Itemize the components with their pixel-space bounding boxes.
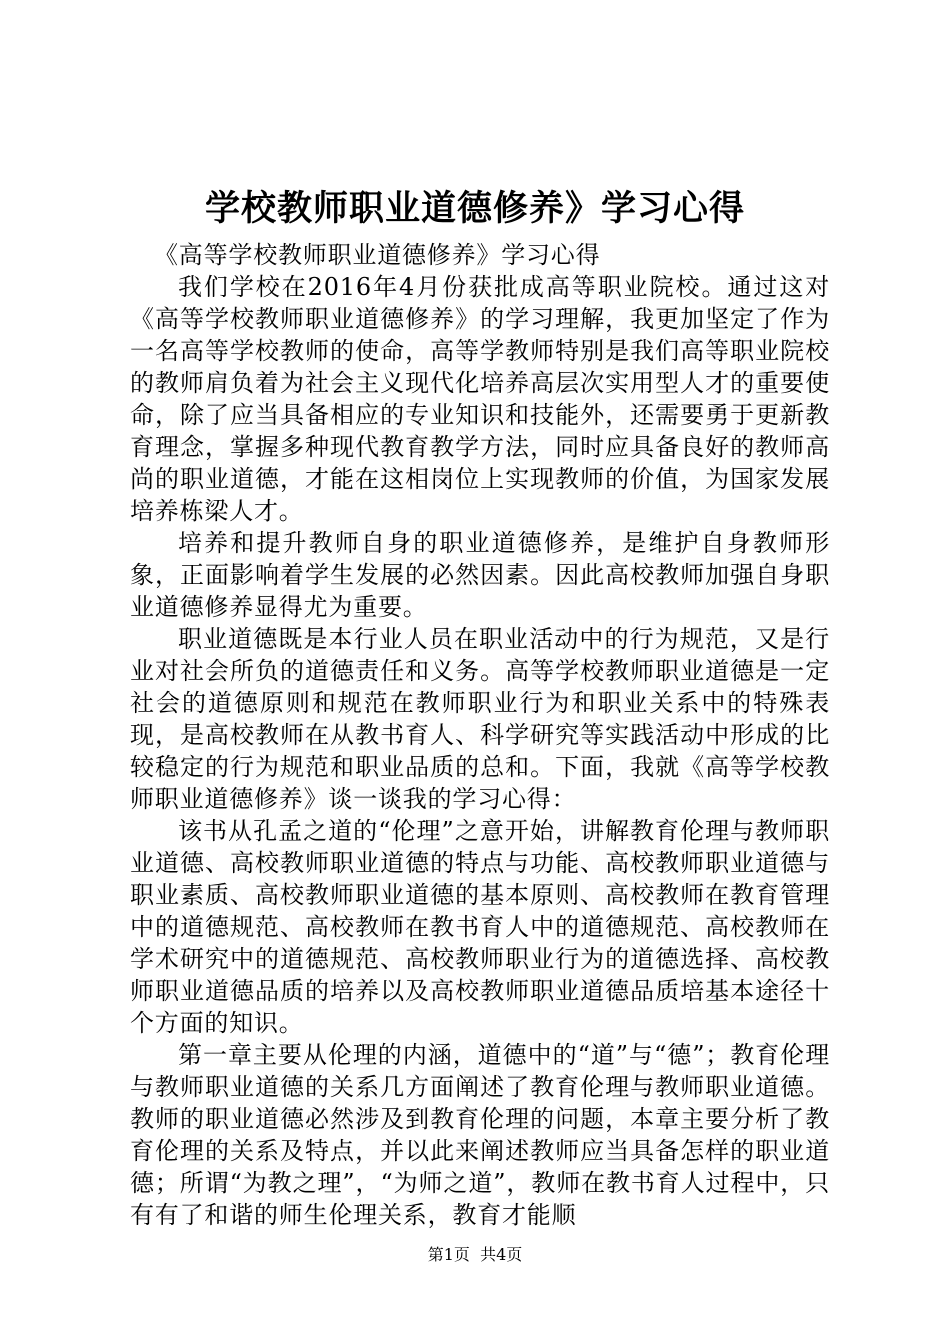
page-total: 共4页 (480, 1245, 523, 1264)
paragraph: 培养和提升教师自身的职业道德修养，是维护自身教师形象，正面影响着学生发展的必然因素。因此高校教师加强自身职业道德修养显得尤为重要。 (130, 529, 830, 621)
document-title: 学校教师职业道德修养》学习心得 (204, 189, 745, 229)
paragraph: 第一章主要从伦理的内涵，道德中的“道”与“德”；教育伦理与教师职业道德的关系几方面阐述了教育伦理与教师职业道德。教师的职业道德必然涉及到教育伦理的问题，本章主要分析了教育伦理的关系及特点，并以此来阐述教师应当具备怎样的职业道德；所谓“为教之理”，“为师之道”，教师在教书育人过程中，只有有了和谐的师生伦理关系，教育才能顺 (130, 1041, 830, 1229)
paragraph: 职业道德既是本行业人员在职业活动中的行为规范，又是行业对社会所负的道德责任和义务。高等学校教师职业道德是一定社会的道德原则和规范在教师职业行为和职业关系中的特殊表现，是高校教师在从教书育人、科学研究等实践活动中形成的比较稳定的行为规范和职业品质的总和。下面，我就《高等学校教师职业道德修养》谈一谈我的学习心得： (130, 625, 830, 813)
document-body (130, 239, 830, 1231)
page-footer (0, 1244, 950, 1266)
document-subtitle: 《高等学校教师职业道德修养》学习心得 (154, 241, 601, 269)
paragraph: 该书从孔孟之道的“伦理”之意开始，讲解教育伦理与教师职业道德、高校教师职业道德的特点与功能、高校教师职业道德与职业素质、高校教师职业道德的基本原则、高校教师在教育管理中的道德规范、高校教师在教书育人中的道德规范、高校教师在学术研究中的道德规范、高校教师职业行为的道德选择、高校教师职业道德品质的培养以及高校教师职业道德品质培基本途径十个方面的知识。 (130, 817, 830, 1037)
paragraph: 我们学校在2016年4月份获批成高等职业院校。通过这对《高等学校教师职业道德修养》的学习理解，我更加坚定了作为一名高等学校教师的使命，高等学教师特别是我们高等职业院校的教师肩负着为社会主义现代化培养高层次实用型人才的重要使命，除了应当具备相应的专业知识和技能外，还需要勇于更新教育理念，掌握多种现代教育教学方法，同时应具备良好的教师高尚的职业道德，才能在这相岗位上实现教师的价值，为国家发展培养栋梁人才。 (130, 273, 830, 525)
page-number: 第1页 (427, 1245, 470, 1264)
